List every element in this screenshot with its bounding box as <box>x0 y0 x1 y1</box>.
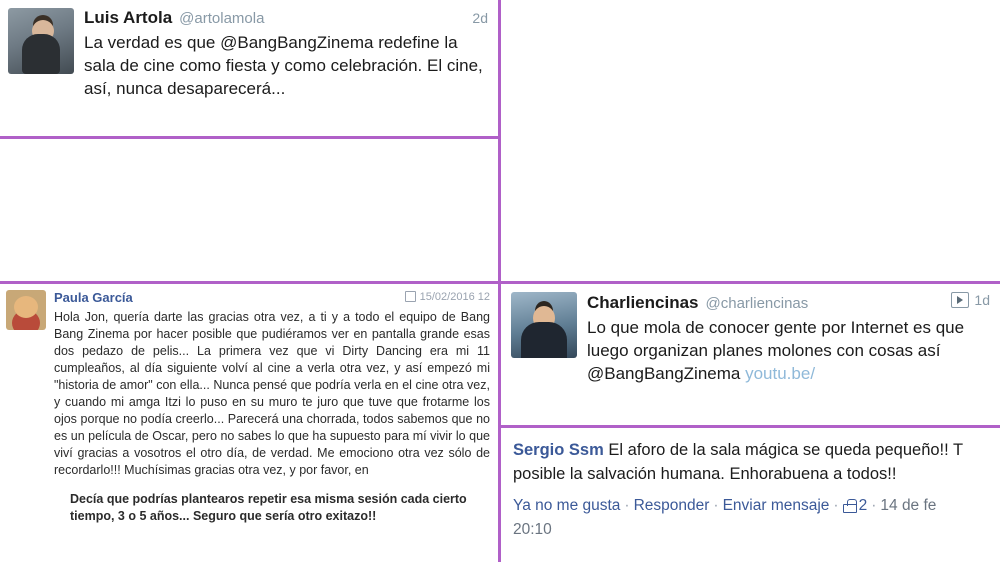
tweet-link[interactable]: youtu.be/ <box>745 364 816 383</box>
avatar[interactable] <box>6 290 46 330</box>
comment-timestamp[interactable] <box>405 291 490 303</box>
comment-text-body: El aforo de la sala mágica se queda pequeño!! T posible la salvación humana. Enhorabuena a todos!! <box>513 441 963 483</box>
thumbs-up-icon[interactable] <box>843 499 857 512</box>
comment-content <box>501 428 1000 562</box>
avatar[interactable] <box>511 292 577 358</box>
avatar[interactable] <box>8 8 74 74</box>
unlike-button[interactable]: Ya no me gusta <box>513 497 621 514</box>
comment-time[interactable]: 20:10 <box>513 521 552 538</box>
tweet-timestamp[interactable]: 2d <box>472 10 488 26</box>
tweet-text-part1: Lo que mola de conocer gente por Internet es que luego organizan planes molones con cosas así <box>587 318 965 360</box>
comment-text-secondary: Decía que podrías plantearos repetir esa misma sesión cada cierto tiempo, 3 o 5 años... Seguro que sería otro exitazo!! <box>70 492 467 523</box>
tweet-mention[interactable]: @BangBangZinema <box>220 33 374 52</box>
empty-panel-left <box>0 137 500 283</box>
reply-button[interactable]: Responder <box>633 497 710 514</box>
tweet-author-name[interactable]: Charliencinas <box>587 293 699 312</box>
tweet-content <box>0 0 498 136</box>
play-video-icon[interactable] <box>951 292 969 308</box>
tweet-body <box>74 8 488 130</box>
tweet-card-charliencinas[interactable] <box>499 282 1000 427</box>
tweet-card-luis-artola[interactable] <box>0 0 500 138</box>
calendar-icon <box>405 291 416 302</box>
like-count[interactable]: 2 <box>858 497 868 514</box>
comment-author-name[interactable]: Paula García <box>54 290 133 305</box>
comment-card-paula-garcia[interactable] <box>0 282 500 562</box>
comment-date-text: 15/02/2016 12 <box>419 290 490 303</box>
comment-header <box>54 290 490 305</box>
comment-content <box>0 284 498 562</box>
action-separator-1: · <box>624 497 630 514</box>
comment-actions <box>513 494 990 542</box>
comment-text <box>513 438 990 486</box>
tweet-author-handle[interactable]: @artolamola <box>179 10 265 27</box>
tweet-text <box>84 31 488 100</box>
tweet-body <box>577 292 990 419</box>
comment-body <box>46 290 490 558</box>
action-separator-3: · <box>833 497 839 514</box>
tweet-author-handle[interactable]: @charliencinas <box>705 295 809 312</box>
tweet-header <box>587 292 990 313</box>
tweet-meta <box>951 292 990 308</box>
tweet-mention[interactable]: @BangBangZinema <box>587 364 741 383</box>
empty-panel-right <box>499 0 1000 283</box>
tweet-content <box>501 284 1000 425</box>
tweet-text-part2: redefine la sala de cine como fiesta y como celebración. El cine, así, nunca desaparecerá... <box>84 33 483 98</box>
comment-text: Hola Jon, quería darte las gracias otra vez, a ti y a todo el equipo de Bang Bang Zinema por hacer posible que pudiéramos ver en pantalla grande esas dos pedazo de pelis... La primera vez que vi Dirty Dancing era mi 11 cumpleaños, al día siguiente volví al cine a verla otra vez, y así empezó mi "historia de amor" con ella... Nunca pensé que podría verla en el cine otra vez, y cuando mi amga Itzi lo puso en su muro te juro que tuve que frotarme los ojos porque no podía creerlo... Parecerá una chorrada, todos sabemos que no es un película de Oscar, pero no sabes lo que ha supuesto para mí vivir lo que viví gracias a vosotros el otro día, de verdad. Me emociono otra vez sólo de recordarlo!!! Muchísimas gracias otra vez, y por favor, en <box>54 310 490 477</box>
tweet-text <box>587 316 990 385</box>
send-message-button[interactable]: Enviar mensaje <box>722 497 830 514</box>
comment-date[interactable]: 14 de fe <box>880 497 937 514</box>
action-separator-2: · <box>713 497 719 514</box>
action-separator-4: · <box>871 497 877 514</box>
comment-author-name[interactable]: Sergio Ssm <box>513 441 604 459</box>
comment-card-sergio-ssm[interactable] <box>499 426 1000 562</box>
tweet-author-name[interactable]: Luis Artola <box>84 8 173 27</box>
tweet-text-part1: La verdad es que <box>84 33 221 52</box>
tweet-header <box>84 8 488 28</box>
tweet-timestamp[interactable]: 1d <box>974 292 990 308</box>
